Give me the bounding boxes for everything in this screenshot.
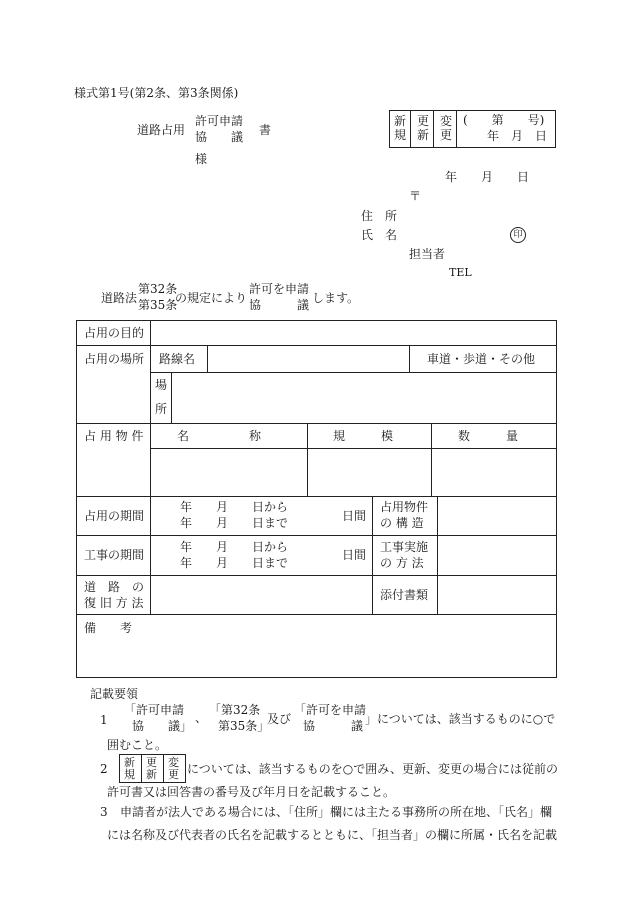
postal-mark: 〒 [409,189,422,203]
objects-label: 占 用 物 件 [84,429,144,443]
note-1-sep: 、 [195,711,208,725]
seal-mark: 印 [510,227,526,243]
work-from: 年 月 日から [180,540,289,554]
kind-renewal: 更新 [417,114,430,142]
method-label-1: 工事実施 [380,540,429,554]
attachments-label: 添付書類 [380,588,429,602]
note-1-and: 及び [267,712,292,726]
form-number: 様式第1号(第2条、第3条関係) [74,86,239,100]
note-1-a2: 協 議」 [132,719,193,733]
occupation-period-label: 占用の期間 [84,509,145,523]
object-quantity-header: 数 量 [458,429,519,443]
object-name-header: 名 称 [177,429,262,443]
note-1-number: 1 [100,713,108,727]
period-from: 年 月 日から [180,500,289,514]
place-label-top: 場 [155,378,168,392]
kyogi-option: 協 議 [195,130,244,144]
note-3-continued: には名称及び代表者の氏名を記載するとともに、「担当者」の欄に所属・氏名を記載 [107,828,558,842]
remarks-label: 備 考 [84,621,133,635]
permit-date: 年 月 日 [487,129,548,143]
method-label-2: の 方 法 [380,556,424,570]
route-name-label: 路線名 [159,352,196,366]
road-type-label: 車道・歩道・その他 [427,352,536,366]
address-label: 住 所 [361,209,398,223]
restore-label-1: 道 路 の [84,580,145,594]
purpose-label: 占用の目的 [84,326,145,340]
tel-label: TEL [449,266,472,279]
application-table [76,320,557,678]
kyogi-option-2: 協 議 [249,298,310,312]
permit-number: ( 第 号) [463,113,545,127]
name-label: 氏 名 [361,228,398,242]
note-1-b2: 第35条」 [218,719,270,733]
work-days: 日間 [342,548,367,562]
object-scale-header: 規 模 [333,429,394,443]
note-2-kind-renewal: 更新 [146,756,157,781]
permit-request-option: 許可申請 [195,114,244,128]
note-2-number: 2 [100,762,108,776]
note-1-c1: 「許可を申請 [294,703,367,717]
note-2-continued: 許可書又は回答書の番号及び年月日を記載すること。 [107,785,396,799]
permit-request-option-2: 許可を申請 [249,282,310,296]
kind-change: 変更 [440,114,453,142]
statement-end: します。 [312,291,360,305]
statement-middle: の規定により [175,291,248,305]
note-3-text: 申請者が法人である場合には、「住所」欄には主たる事務所の所在地、「氏名」欄 [120,805,553,819]
work-period-label: 工事の期間 [84,548,145,562]
note-1-b1: 「第32条 [209,703,261,717]
location-label: 占用の場所 [84,352,145,366]
kind-new: 新規 [394,114,407,142]
note-1-c2: 協 議 [303,719,364,733]
note-2-kind-new: 新規 [124,756,135,781]
work-to: 年 月 日まで [180,556,289,570]
person-in-charge-label: 担当者 [409,247,446,261]
road-occupation-label: 道路占用 [137,123,186,137]
application-date: 年 月 日 [445,170,530,184]
period-to: 年 月 日まで [180,516,289,530]
structure-label-1: 占用物件 [380,500,429,514]
place-label-bottom: 所 [155,402,168,416]
note-1-rest: 」については、該当するものに○で [365,712,556,726]
article-35: 第35条 [138,298,178,312]
note-3-number: 3 [100,805,108,819]
note-1-a1: 「許可申請 [124,703,185,717]
structure-label-2: の 構 造 [380,516,424,530]
addressee-sama: 様 [195,152,208,166]
note-2-text: については、該当するものを○で囲み、更新、変更の場合には従前の [187,762,558,776]
note-1-continued: 囲むこと。 [107,738,168,752]
road-law: 道路法 [101,291,138,305]
period-days: 日間 [342,509,367,523]
note-2-kind-change: 変更 [168,756,179,781]
document-suffix: 書 [259,123,272,137]
notes-title: 記載要領 [90,687,139,701]
article-32: 第32条 [138,282,178,296]
restore-label-2: 復 旧 方 法 [84,596,144,610]
